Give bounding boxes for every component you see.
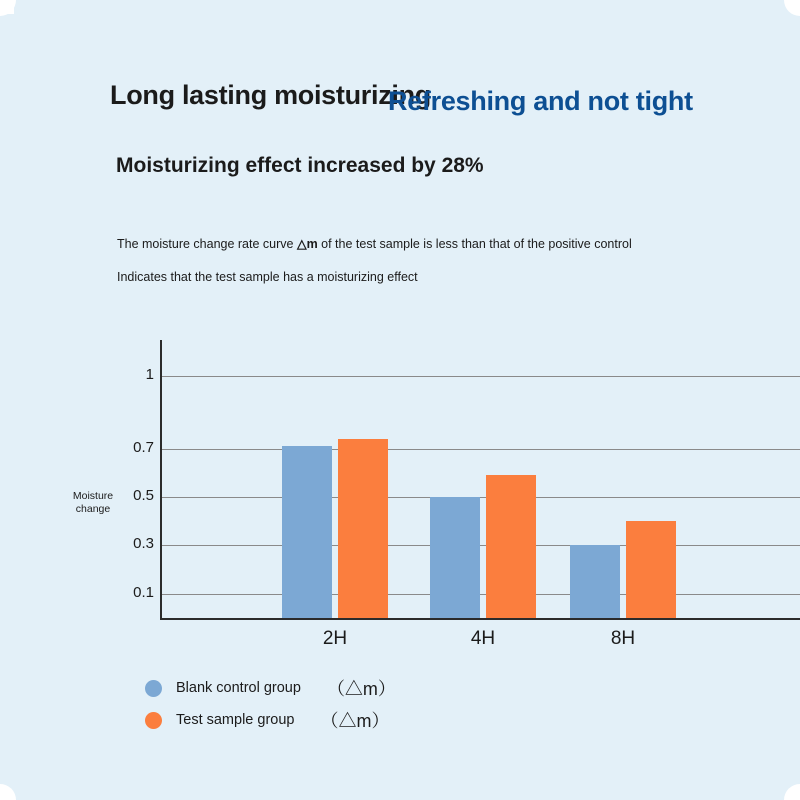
legend-unit: （△m） [326, 679, 396, 699]
bar [626, 521, 676, 618]
y-axis-title-line1: Moisture [72, 490, 114, 502]
x-tick-label: 4H [470, 628, 496, 649]
legend-item [145, 704, 396, 736]
legend-unit: （△m） [320, 711, 390, 731]
bar [338, 439, 388, 618]
legend-color-dot [145, 712, 162, 729]
corner-decoration [784, 0, 800, 16]
headline-main: Long lasting moisturizing [110, 80, 431, 110]
subheadline: Moisturizing effect increased by 28% [116, 154, 484, 177]
legend-label: Test sample group [176, 712, 295, 728]
x-axis-line [160, 618, 800, 620]
legend-label: Blank control group [176, 680, 301, 696]
headline-accent: Refreshing and not tight [388, 86, 693, 116]
bar-group [570, 340, 676, 618]
note-line-1-suffix: of the test sample is less than that of the positive control [317, 237, 632, 251]
y-tick-value: 0.5 [133, 487, 154, 505]
bar [486, 475, 536, 618]
x-tick-label: 8H [610, 628, 636, 649]
chart-legend [145, 672, 396, 736]
corner-decoration [784, 784, 800, 800]
bar-group [430, 340, 536, 618]
y-axis-title-line2: change [75, 503, 111, 516]
bar-group [282, 340, 388, 618]
legend-item [145, 672, 396, 704]
x-tick-label: 2H [322, 628, 348, 649]
plot-area [162, 340, 800, 618]
note-line-1 [117, 236, 632, 251]
bar [570, 545, 620, 618]
delta-m-symbol: △m [296, 237, 318, 251]
corner-decoration [0, 784, 16, 800]
bar [282, 446, 332, 618]
corner-decoration [0, 0, 16, 16]
note-line-1-prefix: The moisture change rate curve [117, 237, 297, 251]
y-tick-value: 1 [145, 366, 154, 384]
note-line-2: Indicates that the test sample has a moisturizing effect [117, 270, 418, 284]
legend-color-dot [145, 680, 162, 697]
y-tick-value: 0.1 [133, 583, 154, 601]
y-tick-value: 0.3 [133, 535, 154, 553]
bar [430, 497, 480, 618]
y-tick-value: 0.7 [133, 438, 154, 456]
